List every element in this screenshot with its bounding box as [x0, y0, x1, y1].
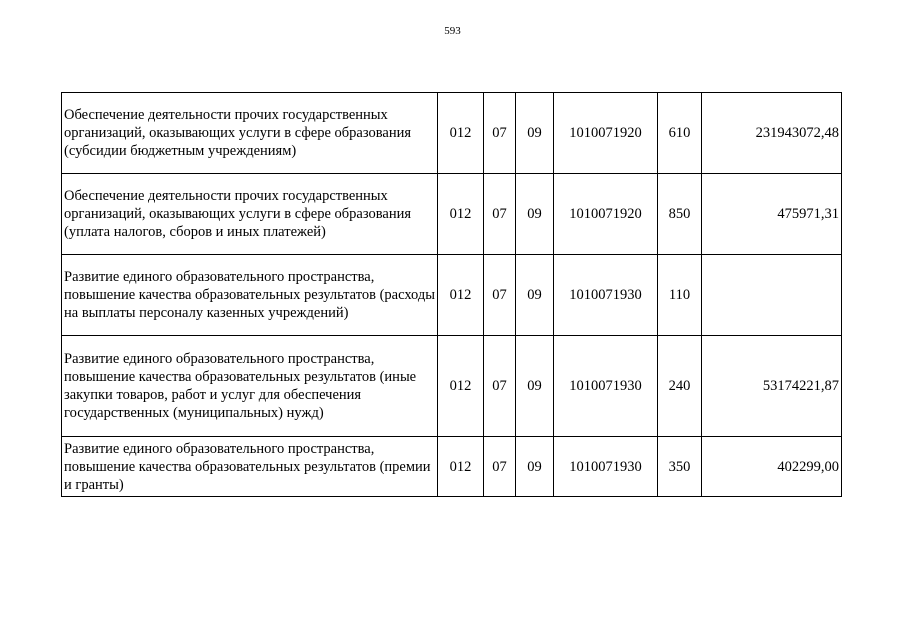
row-description: Обеспечение деятельности прочих государственных организаций, оказывающих услуги в сфере образования (субсидии бюджетным учреждениям)	[62, 93, 438, 174]
section-code: 07	[484, 93, 516, 174]
table-row	[62, 174, 842, 255]
ministry-code: 012	[438, 174, 484, 255]
expense-type-code: 610	[658, 93, 702, 174]
ministry-code: 012	[438, 437, 484, 497]
subsection-code: 09	[516, 336, 554, 437]
budget-table	[61, 92, 842, 497]
amount-value	[702, 255, 842, 336]
amount-value: 53174221,87	[702, 336, 842, 437]
amount-value: 231943072,48	[702, 93, 842, 174]
expense-type-code: 110	[658, 255, 702, 336]
table-row	[62, 255, 842, 336]
ministry-code: 012	[438, 255, 484, 336]
subsection-code: 09	[516, 93, 554, 174]
target-article-code: 1010071930	[554, 255, 658, 336]
ministry-code: 012	[438, 93, 484, 174]
target-article-code: 1010071930	[554, 437, 658, 497]
subsection-code: 09	[516, 174, 554, 255]
target-article-code: 1010071920	[554, 93, 658, 174]
page-number: 593	[444, 25, 461, 37]
table-row	[62, 336, 842, 437]
row-description: Развитие единого образовательного пространства, повышение качества образовательных результатов (расходы на выплаты персоналу казенных учреждений)	[62, 255, 438, 336]
subsection-code: 09	[516, 255, 554, 336]
target-article-code: 1010071930	[554, 336, 658, 437]
amount-value: 402299,00	[702, 437, 842, 497]
table-row	[62, 93, 842, 174]
expense-type-code: 850	[658, 174, 702, 255]
ministry-code: 012	[438, 336, 484, 437]
row-description: Обеспечение деятельности прочих государственных организаций, оказывающих услуги в сфере образования (уплата налогов, сборов и иных платежей)	[62, 174, 438, 255]
expense-type-code: 350	[658, 437, 702, 497]
row-description: Развитие единого образовательного пространства, повышение качества образовательных результатов (иные закупки товаров, работ и услуг для обеспечения государственных (муниципальных) нужд)	[62, 336, 438, 437]
row-description: Развитие единого образовательного пространства, повышение качества образовательных результатов (премии и гранты)	[62, 437, 438, 497]
target-article-code: 1010071920	[554, 174, 658, 255]
section-code: 07	[484, 174, 516, 255]
expense-type-code: 240	[658, 336, 702, 437]
amount-value: 475971,31	[702, 174, 842, 255]
section-code: 07	[484, 255, 516, 336]
table-row	[62, 437, 842, 497]
subsection-code: 09	[516, 437, 554, 497]
section-code: 07	[484, 336, 516, 437]
section-code: 07	[484, 437, 516, 497]
